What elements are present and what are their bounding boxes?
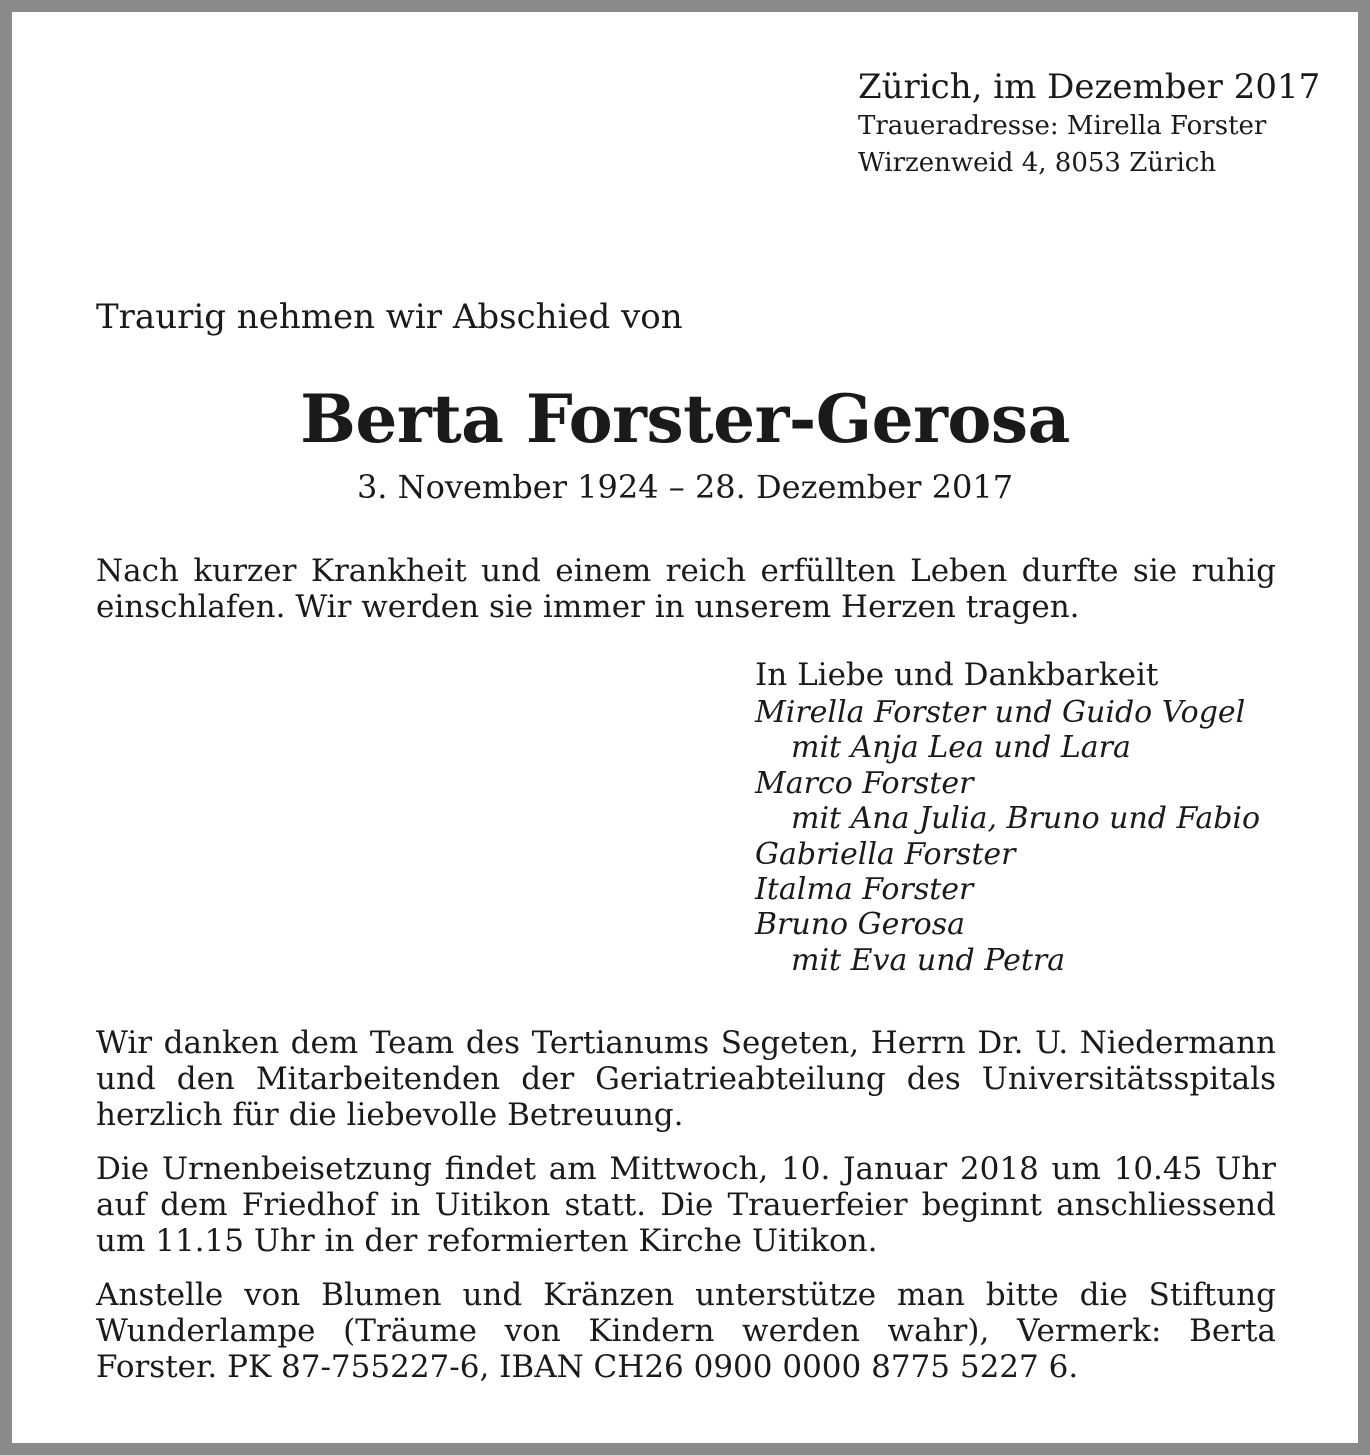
life-dates: 3. November 1924 – 28. Dezember 2017 (356, 468, 1014, 506)
family-member: Gabriella Forster (755, 836, 1016, 872)
deceased-name: Berta Forster-Gerosa (300, 380, 1070, 458)
funeral-details-paragraph: Die Urnenbeisetzung findet am Mittwoch, 10. Januar 2018 um 10.45 Uhr auf dem Friedhof in Uitikon statt. Die Trauerfeier beginnt anschliessend um 11.15 Uhr in der reformierten Kirche Uitikon. (96, 1151, 1276, 1259)
mourning-address-name: Traueradresse: Mirella Forster (858, 111, 1267, 141)
intro-line: Traurig nehmen wir Abschied von (96, 297, 683, 337)
family-member: Bruno Gerosa (755, 907, 966, 943)
family-member-children: mit Ana Julia, Bruno und Fabio (791, 801, 1261, 837)
family-member: Mirella Forster und Guido Vogel (755, 695, 1246, 730)
thanks-paragraph: Wir danken dem Team des Tertianums Segeten, Herrn Dr. U. Niedermann und den Mitarbeitenden der Geriatrieabteilung des Universitätsspitals herzlich für die liebevolle Betreuung. (96, 1025, 1276, 1133)
family-member: Marco Forster (755, 765, 974, 801)
farewell-paragraph: Nach kurzer Krankheit und einem reich erfüllten Leben durfte sie ruhig einschlafen. Wir werden sie immer in unserem Herzen tragen. (96, 553, 1276, 625)
donation-paragraph: Anstelle von Blumen und Kränzen unterstütze man bitte die Stiftung Wunderlampe (Träume von Kindern werden wahr), Vermerk: Berta Forster. PK 87-755227-6, IBAN CH26 0900 0000 8775 5227 6. (96, 1277, 1276, 1385)
signoff-greeting: In Liebe und Dankbarkeit (755, 657, 1159, 693)
signoff-block (755, 655, 1315, 978)
header-block (858, 66, 1328, 182)
family-member-children: mit Eva und Petra (791, 942, 1066, 978)
mourning-address-street: Wirzenweid 4, 8053 Zürich (858, 148, 1217, 178)
family-member: Italma Forster (755, 872, 974, 908)
family-member-children: mit Anja Lea und Lara (791, 730, 1131, 766)
place-date: Zürich, im Dezember 2017 (858, 67, 1321, 107)
